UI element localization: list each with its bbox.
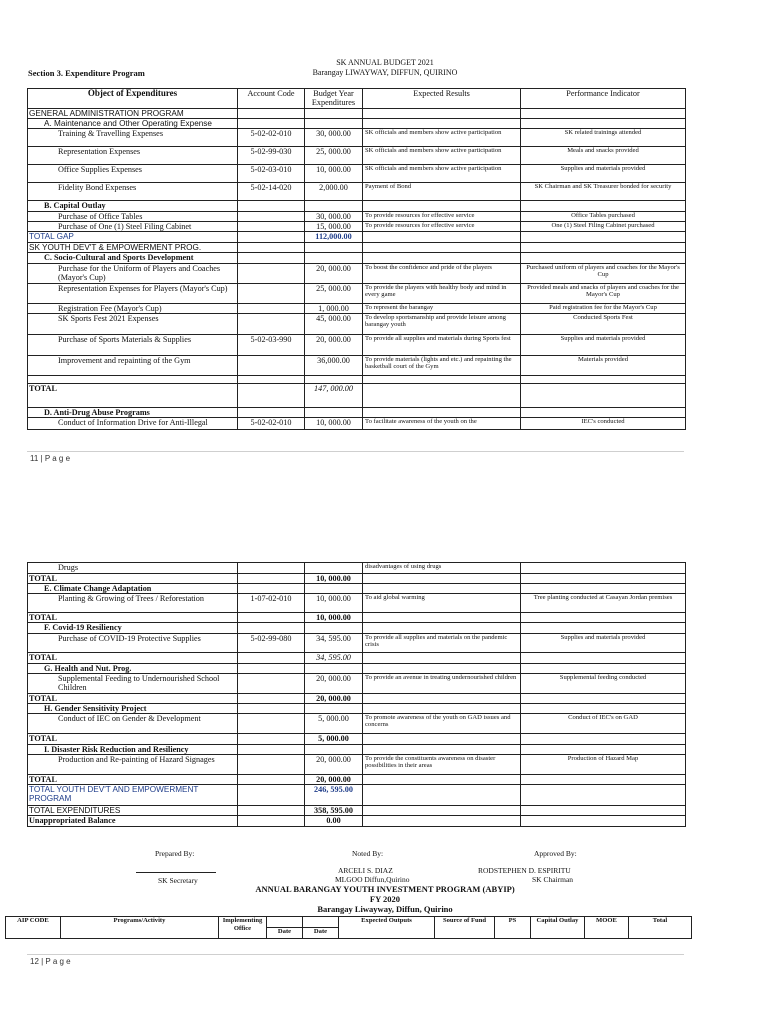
noted-title: MLGOO Diffun,Quirino <box>335 875 410 884</box>
budget-title: SK ANNUAL BUDGET 2021 <box>336 58 434 67</box>
table-row <box>28 704 686 714</box>
expected-result-cell: To provide an avenue in treating undernourished children <box>363 674 521 694</box>
expected-result-cell <box>363 785 521 806</box>
account-code-cell: 5-02-03-990 <box>238 335 305 356</box>
object-cell: G. Health and Nut. Prog. <box>28 664 238 674</box>
account-code-cell <box>238 284 305 304</box>
indicator-cell <box>521 232 686 243</box>
expected-result-cell <box>363 584 521 594</box>
indicator-cell <box>521 243 686 253</box>
abyip-col-date-start-top <box>267 917 303 928</box>
account-code-cell <box>238 201 305 212</box>
table-row <box>28 183 686 201</box>
table-row <box>28 734 686 745</box>
amount-cell: 34, 595.00 <box>305 634 363 653</box>
abyip-col-capital-outlay: Capital Outlay <box>531 917 585 939</box>
expected-result-cell <box>363 201 521 212</box>
indicator-cell: One (1) Steel Filing Cabinet purchased <box>521 222 686 232</box>
abyip-col-date-end-top <box>303 917 339 928</box>
abyip-col-mooe: MOOE <box>585 917 629 939</box>
indicator-cell <box>521 584 686 594</box>
table-row <box>28 694 686 704</box>
table-row <box>28 335 686 356</box>
table-row <box>28 304 686 314</box>
object-cell: TOTAL <box>28 775 238 785</box>
object-cell: TOTAL <box>28 734 238 745</box>
table-row <box>28 806 686 816</box>
indicator-cell: Purchased uniform of players and coaches for the Mayor's Cup <box>521 264 686 284</box>
expected-result-cell <box>363 653 521 664</box>
table-row <box>28 201 686 212</box>
indicator-cell <box>521 775 686 785</box>
indicator-cell <box>521 109 686 119</box>
account-code-cell <box>238 243 305 253</box>
indicator-cell <box>521 253 686 264</box>
expected-result-cell <box>363 694 521 704</box>
expected-result-cell: To facilitate awareness of the youth on the <box>363 418 521 430</box>
abyip-title: ANNUAL BARANGAY YOUTH INVESTMENT PROGRAM (ABYIP) <box>255 884 515 894</box>
abyip-barangay: Barangay Liwayway, Diffun, Quirino <box>317 904 453 914</box>
amount-cell: 15, 000.00 <box>305 222 363 232</box>
expected-result-cell <box>363 119 521 129</box>
expected-result-cell: To provide resources for effective service <box>363 222 521 232</box>
amount-cell: 10, 000.00 <box>305 165 363 183</box>
amount-cell: 45, 000.00 <box>305 314 363 335</box>
table-row <box>28 109 686 119</box>
account-code-cell <box>238 613 305 623</box>
amount-cell: 10, 000.00 <box>305 418 363 430</box>
indicator-cell: Conduct of IEC's on GAD <box>521 714 686 734</box>
signature-line <box>136 872 216 873</box>
object-cell: SK Sports Fest 2021 Expenses <box>28 314 238 335</box>
account-code-cell <box>238 408 305 418</box>
table-row <box>28 775 686 785</box>
object-cell: TOTAL <box>28 613 238 623</box>
object-cell: TOTAL GAP <box>28 232 238 243</box>
indicator-cell: SK Chairman and SK Treasurer bonded for security <box>521 183 686 201</box>
expected-result-cell: To develop sportsmanship and provide leisure among barangay youth <box>363 314 521 335</box>
account-code-cell <box>238 664 305 674</box>
table-row <box>28 584 686 594</box>
amount-cell: 20, 000.00 <box>305 264 363 284</box>
table-row <box>28 653 686 664</box>
account-code-cell <box>238 785 305 806</box>
amount-cell: 2,000.00 <box>305 183 363 201</box>
account-code-cell: 5-02-02-010 <box>238 418 305 430</box>
table-row <box>28 755 686 775</box>
header-account-code: Account Code <box>238 89 305 109</box>
object-cell: Conduct of Information Drive for Anti-Illegal <box>28 418 238 430</box>
object-cell: Conduct of IEC on Gender & Development <box>28 714 238 734</box>
account-code-cell <box>238 212 305 222</box>
expected-result-cell: SK officials and members show active participation <box>363 165 521 183</box>
abyip-year: FY 2020 <box>369 894 401 904</box>
account-code-cell <box>238 253 305 264</box>
expected-result-cell: To provide the constituents awareness on disaster possibilities in their areas <box>363 755 521 775</box>
expected-result-cell: To provide all supplies and materials during Sports fest <box>363 335 521 356</box>
object-cell: Drugs <box>28 563 238 574</box>
object-cell: GENERAL ADMINISTRATION PROGRAM <box>28 109 238 119</box>
account-code-cell <box>238 356 305 376</box>
table-row <box>28 563 686 574</box>
expected-result-cell <box>363 243 521 253</box>
indicator-cell <box>521 734 686 745</box>
amount-cell <box>305 745 363 755</box>
table-row <box>28 613 686 623</box>
object-cell: Purchase of Sports Materials & Supplies <box>28 335 238 356</box>
amount-cell: 112,000.00 <box>305 232 363 243</box>
amount-cell <box>305 201 363 212</box>
table-row <box>28 284 686 304</box>
indicator-cell <box>521 806 686 816</box>
table-row <box>28 232 686 243</box>
prepared-title: SK Secretary <box>158 876 198 885</box>
account-code-cell <box>238 314 305 335</box>
account-code-cell <box>238 563 305 574</box>
noted-by-label: Noted By: <box>352 849 384 858</box>
indicator-cell: Meals and snacks provided <box>521 147 686 165</box>
table-row <box>28 634 686 653</box>
amount-cell: 5, 000.00 <box>305 734 363 745</box>
indicator-cell <box>521 376 686 384</box>
expected-result-cell: SK officials and members show active participation <box>363 147 521 165</box>
abyip-table <box>5 916 692 939</box>
indicator-cell: Office Tables purchased <box>521 212 686 222</box>
amount-cell: 20, 000.00 <box>305 755 363 775</box>
amount-cell: 0.00 <box>305 816 363 827</box>
expected-result-cell <box>363 109 521 119</box>
table-row <box>28 785 686 806</box>
object-cell: TOTAL <box>28 694 238 704</box>
noted-name: ARCELI S. DIAZ <box>338 866 393 875</box>
indicator-cell <box>521 119 686 129</box>
indicator-cell <box>521 653 686 664</box>
expected-result-cell <box>363 734 521 745</box>
object-cell: E. Climate Change Adaptation <box>28 584 238 594</box>
abyip-col-expected-outputs: Expected Outputs <box>339 917 435 939</box>
amount-cell: 20, 000.00 <box>305 775 363 785</box>
account-code-cell <box>238 376 305 384</box>
amount-cell <box>305 623 363 634</box>
abyip-col-programs: Programs/Activity <box>61 917 219 939</box>
object-cell: TOTAL <box>28 653 238 664</box>
amount-cell <box>305 563 363 574</box>
expenditure-table-page-12 <box>27 562 686 827</box>
indicator-cell <box>521 384 686 408</box>
header-object: Object of Expenditures <box>28 89 238 109</box>
table-row <box>28 816 686 827</box>
account-code-cell: 5-02-99-030 <box>238 147 305 165</box>
indicator-cell: Supplies and materials provided <box>521 165 686 183</box>
amount-cell <box>305 119 363 129</box>
expected-result-cell: To represent the barangay <box>363 304 521 314</box>
account-code-cell: 5-02-03-010 <box>238 165 305 183</box>
expected-result-cell: To boost the confidence and pride of the players <box>363 264 521 284</box>
amount-cell: 30, 000.00 <box>305 212 363 222</box>
object-cell: Office Supplies Expenses <box>28 165 238 183</box>
account-code-cell <box>238 222 305 232</box>
amount-cell: 5, 000.00 <box>305 714 363 734</box>
expected-result-cell <box>363 664 521 674</box>
account-code-cell <box>238 574 305 584</box>
indicator-cell <box>521 785 686 806</box>
indicator-cell: Materials provided <box>521 356 686 376</box>
object-cell: Supplemental Feeding to Undernourished School Children <box>28 674 238 694</box>
account-code-cell <box>238 232 305 243</box>
approved-title: SK Chairman <box>532 875 574 884</box>
table-row <box>28 594 686 613</box>
indicator-cell <box>521 574 686 584</box>
amount-cell: 25, 000.00 <box>305 147 363 165</box>
table-row <box>28 243 686 253</box>
indicator-cell: Supplemental feeding conducted <box>521 674 686 694</box>
section-label: Section 3. Expenditure Program <box>28 68 145 78</box>
object-cell: Fidelity Bond Expenses <box>28 183 238 201</box>
header-performance-indicator: Performance Indicator <box>521 89 686 109</box>
amount-cell: 20, 000.00 <box>305 694 363 704</box>
amount-cell <box>305 243 363 253</box>
abyip-col-implementing-office: Implementing Office <box>219 917 267 939</box>
object-cell: B. Capital Outlay <box>28 201 238 212</box>
account-code-cell <box>238 755 305 775</box>
page-number-11: 11 | P a g e <box>30 454 71 463</box>
table-row <box>28 745 686 755</box>
amount-cell: 20, 000.00 <box>305 674 363 694</box>
table-row <box>28 165 686 183</box>
expected-result-cell: To aid global warming <box>363 594 521 613</box>
object-cell: D. Anti-Drug Abuse Programs <box>28 408 238 418</box>
table-row <box>28 253 686 264</box>
indicator-cell <box>521 563 686 574</box>
indicator-cell <box>521 623 686 634</box>
amount-cell <box>305 664 363 674</box>
table-row <box>28 222 686 232</box>
expected-result-cell: To provide resources for effective service <box>363 212 521 222</box>
expenditure-table-page-11 <box>27 88 686 430</box>
object-cell: TOTAL <box>28 384 238 408</box>
table-row <box>28 664 686 674</box>
indicator-cell: Provided meals and snacks of players and coaches for the Mayor's Cup <box>521 284 686 304</box>
account-code-cell <box>238 264 305 284</box>
abyip-col-date-end: Date <box>303 928 339 939</box>
indicator-cell: IEC's conducted <box>521 418 686 430</box>
object-cell: C. Socio-Cultural and Sports Development <box>28 253 238 264</box>
object-cell: Planting & Growing of Trees / Reforestation <box>28 594 238 613</box>
amount-cell: 147, 000.00 <box>305 384 363 408</box>
object-cell: Purchase for the Uniform of Players and Coaches (Mayor's Cup) <box>28 264 238 284</box>
table-row <box>28 119 686 129</box>
account-code-cell <box>238 584 305 594</box>
table-row <box>28 418 686 430</box>
table-row <box>28 408 686 418</box>
page-number-12: 12 | P a g e <box>30 957 71 966</box>
expected-result-cell: To provide all supplies and materials on the pandemic crisis <box>363 634 521 653</box>
expected-result-cell: Payment of Bond <box>363 183 521 201</box>
amount-cell <box>305 253 363 264</box>
abyip-col-aip-code: AIP CODE <box>6 917 61 939</box>
account-code-cell <box>238 653 305 664</box>
expected-result-cell: disadvantages of using drugs <box>363 563 521 574</box>
indicator-cell <box>521 704 686 714</box>
object-cell: F. Covid-19 Resiliency <box>28 623 238 634</box>
object-cell: Purchase of Office Tables <box>28 212 238 222</box>
indicator-cell: Supplies and materials provided <box>521 335 686 356</box>
object-cell: Training & Travelling Expenses <box>28 129 238 147</box>
expected-result-cell <box>363 232 521 243</box>
amount-cell: 36,000.00 <box>305 356 363 376</box>
object-cell: Purchase of One (1) Steel Filing Cabinet <box>28 222 238 232</box>
object-cell: Purchase of COVID-19 Protective Supplies <box>28 634 238 653</box>
account-code-cell <box>238 384 305 408</box>
header-budget: Budget Year Expenditures <box>305 89 363 109</box>
expected-result-cell: To promote awareness of the youth on GAD issues and concerns <box>363 714 521 734</box>
amount-cell: 25, 000.00 <box>305 284 363 304</box>
expected-result-cell <box>363 574 521 584</box>
approved-by-label: Approved By: <box>534 849 577 858</box>
table-row <box>28 384 686 408</box>
prepared-by-label: Prepared By: <box>155 849 195 858</box>
indicator-cell <box>521 613 686 623</box>
object-cell: I. Disaster Risk Reduction and Resiliency <box>28 745 238 755</box>
account-code-cell <box>238 714 305 734</box>
expected-result-cell <box>363 384 521 408</box>
object-cell: TOTAL EXPENDITURES <box>28 806 238 816</box>
expected-result-cell <box>363 613 521 623</box>
account-code-cell <box>238 775 305 785</box>
abyip-col-source-of-fund: Source of Fund <box>435 917 495 939</box>
table-row <box>28 129 686 147</box>
table-row <box>28 376 686 384</box>
object-cell: A. Maintenance and Other Operating Expense <box>28 119 238 129</box>
table-row <box>28 356 686 376</box>
account-code-cell <box>238 694 305 704</box>
object-cell: Production and Re-painting of Hazard Signages <box>28 755 238 775</box>
approved-name: RODSTEPHEN D. ESPIRITU <box>478 866 571 875</box>
account-code-cell: 1-07-02-010 <box>238 594 305 613</box>
object-cell: Representation Expenses for Players (Mayor's Cup) <box>28 284 238 304</box>
object-cell: Representation Expenses <box>28 147 238 165</box>
amount-cell: 34, 595.00 <box>305 653 363 664</box>
abyip-col-ps: PS <box>495 917 531 939</box>
indicator-cell: Supplies and materials provided <box>521 634 686 653</box>
account-code-cell: 5-02-99-080 <box>238 634 305 653</box>
expected-result-cell <box>363 253 521 264</box>
object-cell: H. Gender Sensitivity Project <box>28 704 238 714</box>
amount-cell: 30, 000.00 <box>305 129 363 147</box>
table-row <box>28 264 686 284</box>
amount-cell: 358, 595.00 <box>305 806 363 816</box>
indicator-cell <box>521 664 686 674</box>
account-code-cell <box>238 623 305 634</box>
table-row <box>28 714 686 734</box>
indicator-cell <box>521 745 686 755</box>
account-code-cell <box>238 304 305 314</box>
account-code-cell <box>238 109 305 119</box>
account-code-cell <box>238 119 305 129</box>
indicator-cell <box>521 408 686 418</box>
table-row <box>28 212 686 222</box>
expected-result-cell: To provide materials (lights and etc.) and repainting the basketball court of the Gym <box>363 356 521 376</box>
amount-cell <box>305 109 363 119</box>
indicator-cell: Production of Hazard Map <box>521 755 686 775</box>
table-row <box>28 623 686 634</box>
amount-cell: 20, 000.00 <box>305 335 363 356</box>
budget-subtitle: Barangay LIWAYWAY, DIFFUN, QUIRINO <box>312 68 458 77</box>
expected-result-cell <box>363 775 521 785</box>
account-code-cell: 5-02-02-010 <box>238 129 305 147</box>
expected-result-cell <box>363 408 521 418</box>
table-row <box>28 574 686 584</box>
expected-result-cell: SK officials and members show active participation <box>363 129 521 147</box>
object-cell: Improvement and repainting of the Gym <box>28 356 238 376</box>
expected-result-cell <box>363 376 521 384</box>
expected-result-cell <box>363 806 521 816</box>
object-cell <box>28 376 238 384</box>
header-expected-results: Expected Results <box>363 89 521 109</box>
amount-cell <box>305 376 363 384</box>
amount-cell <box>305 408 363 418</box>
account-code-cell <box>238 745 305 755</box>
account-code-cell <box>238 674 305 694</box>
indicator-cell <box>521 694 686 704</box>
amount-cell: 1, 000.00 <box>305 304 363 314</box>
indicator-cell: Paid registration fee for the Mayor's Cup <box>521 304 686 314</box>
account-code-cell <box>238 816 305 827</box>
object-cell: TOTAL YOUTH DEV'T AND EMPOWERMENT PROGRAM <box>28 785 238 806</box>
account-code-cell <box>238 734 305 745</box>
amount-cell: 10, 000.00 <box>305 594 363 613</box>
abyip-col-date-start: Date <box>267 928 303 939</box>
expected-result-cell: To provide the players with healthy body and mind in every game <box>363 284 521 304</box>
object-cell: Unappropriated Balance <box>28 816 238 827</box>
indicator-cell: SK related trainings attended <box>521 129 686 147</box>
abyip-col-total: Total <box>629 917 692 939</box>
amount-cell: 10, 000.00 <box>305 613 363 623</box>
table-row <box>28 147 686 165</box>
indicator-cell: Conducted Sports Fest <box>521 314 686 335</box>
account-code-cell <box>238 806 305 816</box>
account-code-cell <box>238 704 305 714</box>
amount-cell <box>305 704 363 714</box>
table-row <box>28 674 686 694</box>
object-cell: SK YOUTH DEV'T & EMPOWERMENT PROG. <box>28 243 238 253</box>
indicator-cell <box>521 201 686 212</box>
object-cell: Registration Fee (Mayor's Cup) <box>28 304 238 314</box>
table-row <box>28 314 686 335</box>
amount-cell: 246, 595.00 <box>305 785 363 806</box>
expected-result-cell <box>363 816 521 827</box>
expected-result-cell <box>363 704 521 714</box>
indicator-cell: Tree planting conducted at Casayan Jordan premises <box>521 594 686 613</box>
amount-cell <box>305 584 363 594</box>
object-cell: TOTAL <box>28 574 238 584</box>
expected-result-cell <box>363 745 521 755</box>
expected-result-cell <box>363 623 521 634</box>
account-code-cell: 5-02-14-020 <box>238 183 305 201</box>
amount-cell: 10, 000.00 <box>305 574 363 584</box>
indicator-cell <box>521 816 686 827</box>
